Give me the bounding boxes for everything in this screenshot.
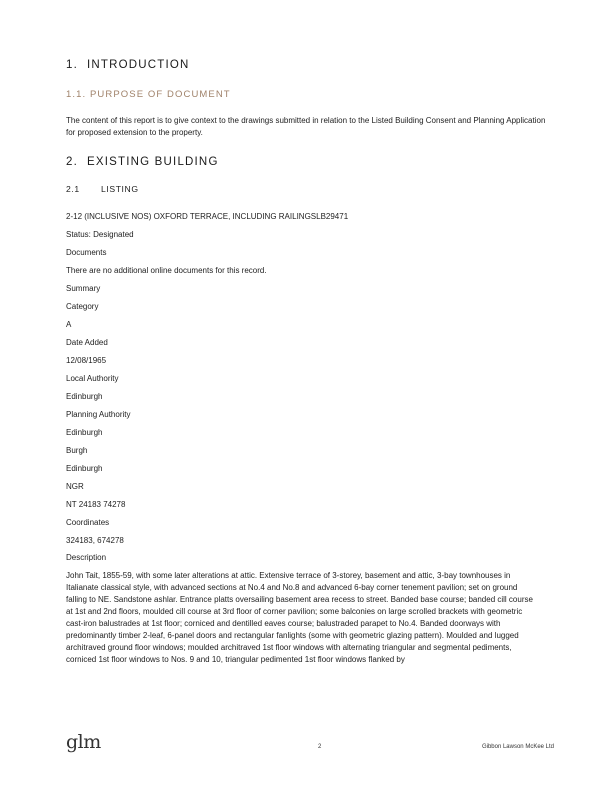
subsection-number: 1.1. <box>66 89 87 100</box>
listing-status: Status: Designated <box>66 230 134 239</box>
ngr-value: NT 24183 74278 <box>66 500 126 509</box>
description-text: John Tait, 1855-59, with some later alterations at attic. Extensive terrace of 3-storey, basement and attic, 3-bay townhouses in Italianate classical style, with advanced sections at No.4 and No.8 and advanced 6-bay corner tenement pavilion; set on ground falling to NE. Sandstone ashlar. Entrance platts oversailing basement area recess to street. Banded base course; banded cill course at 1st and 2nd floors, moulded cill course at 3rd floor of corner pavilion; some balconies on large scrolled brackets with geometric cast-iron balustrades at 1st floor; corniced and dentilled eaves course; balustraded parapet to No.4. Banded doorways with predominantly timber 2-leaf, 6-panel doors and rectangular fanlights (some with geometric glazing pattern). Moulded and lugged architraved ground floor windows; moulded architraved 1st floor windows with alternating triangular and segmental pediments, corniced 1st floor windows to Nos. 9 and 10, triangular pedimented 1st floor windows flanked by <box>66 571 533 664</box>
listing-title: 2-12 (INCLUSIVE NOS) OXFORD TERRACE, INCLUDING RAILINGSLB29471 <box>66 212 349 221</box>
subsection-title: LISTING <box>101 184 139 194</box>
section-title: EXISTING BUILDING <box>87 156 219 168</box>
subsection-heading-listing <box>66 184 139 194</box>
documents-value: There are no additional online documents for this record. <box>66 266 267 275</box>
category-value: A <box>66 320 72 329</box>
page-number: 2 <box>318 744 322 750</box>
section-number: 2. <box>66 156 78 168</box>
coordinates-value: 324183, 674278 <box>66 536 124 545</box>
ngr-label: NGR <box>66 482 84 491</box>
section-heading-existing-building <box>66 156 219 168</box>
coordinates-label: Coordinates <box>66 518 110 527</box>
date-added-label: Date Added <box>66 338 108 347</box>
subsection-number: 2.1 <box>66 184 80 194</box>
date-added-value: 12/08/1965 <box>66 356 107 365</box>
section-title: INTRODUCTION <box>87 59 190 71</box>
category-label: Category <box>66 302 99 311</box>
section-heading-introduction <box>66 59 190 71</box>
description-label: Description <box>66 553 107 562</box>
documents-label: Documents <box>66 248 107 257</box>
planning-authority-value: Edinburgh <box>66 428 103 437</box>
subsection-heading-purpose <box>66 89 231 100</box>
intro-paragraph: The content of this report is to give context to the drawings submitted in relation to the Listed Building Consent and Planning Application for proposed extension to the property. <box>66 116 546 137</box>
local-authority-value: Edinburgh <box>66 392 103 401</box>
planning-authority-label: Planning Authority <box>66 410 131 419</box>
summary-label: Summary <box>66 284 101 293</box>
footer-company: Gibbon Lawson McKee Ltd <box>481 744 554 750</box>
logo-text: glm <box>66 732 101 753</box>
burgh-value: Edinburgh <box>66 464 103 473</box>
section-number: 1. <box>66 59 78 71</box>
glm-logo <box>66 732 112 756</box>
subsection-title: PURPOSE OF DOCUMENT <box>90 89 231 100</box>
burgh-label: Burgh <box>66 446 88 455</box>
local-authority-label: Local Authority <box>66 374 119 383</box>
